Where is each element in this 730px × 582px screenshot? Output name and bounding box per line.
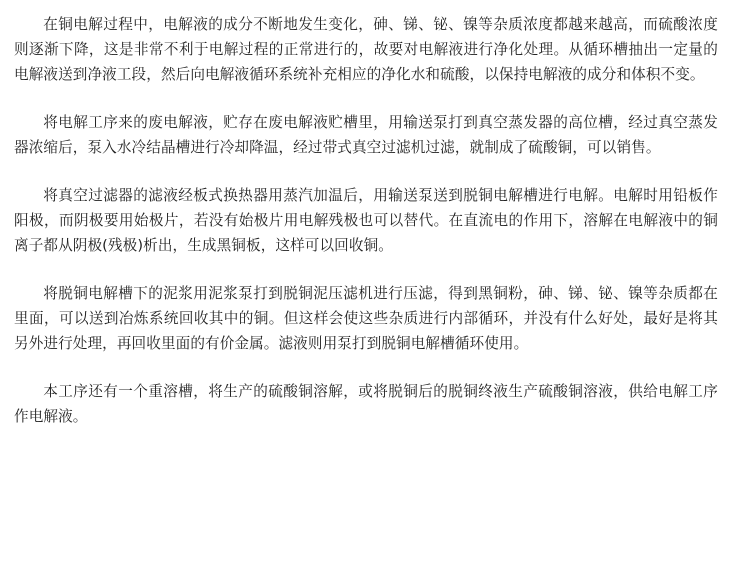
paragraph-decopper-electrolysis: 将真空过滤器的滤液经板式换热器用蒸汽加温后，用输送泵送到脱铜电解槽进行电解。电解时用铅板作阳极，而阴极要用始极片，若没有始极片用电解残极也可以替代。在直流电的作用下，溶解在电解液中的铜离子都从阴极(残极)析出，生成黑铜板，这样可以回收铜。 [14, 187, 718, 254]
paragraph-electrolyte-purification: 在铜电解过程中，电解液的成分不断地发生变化，砷、锑、铋、镍等杂质浓度都越来越高，而硫酸浓度则逐渐下降，这是非常不利于电解过程的正常进行的，故要对电解液进行净化处理。从循环槽抽出一定量的电解液送到净液工段，然后向电解液循环系统补充相应的净化水和硫酸，以保持电解液的成分和体积不变。 [14, 16, 718, 83]
paragraph-slime-filtration: 将脱铜电解槽下的泥浆用泥浆泵打到脱铜泥压滤机进行压滤，得到黑铜粉，砷、锑、铋、镍等杂质都在里面，可以送到冶炼系统回收其中的铜。但这样会使这些杂质进行内部循环，并没有什么好处，最好是将其另外进行处理，再回收里面的有价金属。滤液则用泵打到脱铜电解槽循环使用。 [14, 285, 718, 352]
article-body [14, 12, 718, 429]
paragraph-copper-sulfate-production: 将电解工序来的废电解液，贮存在废电解液贮槽里，用输送泵打到真空蒸发器的高位槽，经过真空蒸发器浓缩后，泵入水冷结晶槽进行冷却降温，经过带式真空过滤机过滤，就制成了硫酸铜，可以销售。 [14, 114, 718, 156]
paragraph-redissolving-tank: 本工序还有一个重溶槽，将生产的硫酸铜溶解，或将脱铜后的脱铜终液生产硫酸铜溶液，供给电解工序作电解液。 [14, 383, 718, 425]
